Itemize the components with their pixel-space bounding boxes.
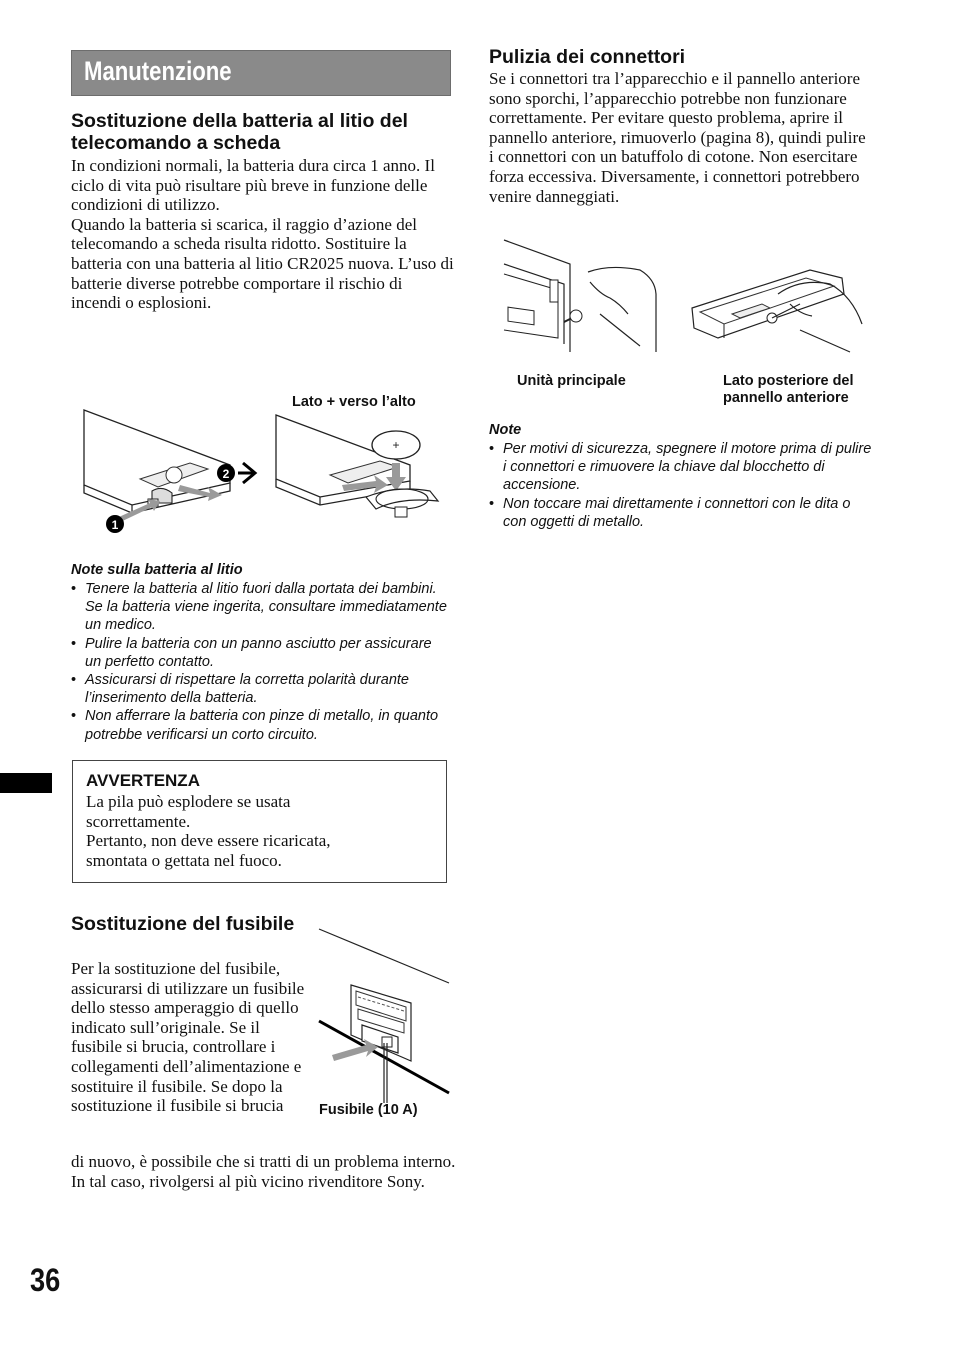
step-1-label: 1 (111, 518, 119, 532)
section-title: Manutenzione (84, 56, 232, 86)
fuse-paragraph-narrow: Per la sostituzione del fusibile, assicurarsi di utilizzare un fusibile dello stesso amperaggio di quello indicato sull’originale. Se il fusibile si brucia, controllare i collegamenti dell’alimentazione e sostituire il fusibile. Se dopo la sostituzione il fusibile si brucia (71, 959, 305, 1116)
battery-heading: Sostituzione della batteria al litio del telecomando a scheda (71, 110, 408, 154)
connectors-note-item: • Per motivi di sicurezza, spegnere il motore prima di pulire i connettori e rimuovere la chiave dal blocchetto di accensione. (489, 440, 874, 495)
warning-box (72, 760, 447, 883)
battery-note-item: • Assicurarsi di rispettare la corretta polarità durante l’inserimento della batteria. (71, 671, 451, 707)
side-tab-marker (0, 773, 52, 793)
step-2-label: 2 (222, 467, 230, 481)
svg-text:+: + (392, 438, 400, 452)
connectors-notes-list (489, 440, 874, 531)
battery-notes-title: Note sulla batteria al litio (71, 562, 243, 578)
page-number: 36 (30, 1262, 61, 1298)
battery-note-item: • Non afferrare la batteria con pinze di metallo, in quanto potrebbe verificarsi un corto circuito. (71, 707, 451, 743)
fuse-illustration (316, 925, 456, 1100)
battery-note-item: • Tenere la batteria al litio fuori dalla portata dei bambini. Se la batteria viene ingerita, consultare immediatamente un medico. (71, 580, 451, 635)
battery-figure-label: Lato + verso l’alto (292, 394, 416, 410)
warning-title: AVVERTENZA (86, 771, 200, 790)
warning-line-2: Pertanto, non deve essere ricaricata, smontata o gettata nel fuoco. (86, 831, 331, 870)
battery-paragraph-2: Quando la batteria si scarica, il raggio d’azione del telecomando a scheda risulta ridotto. Sostituire la batteria con una batteria al litio CR2025 nuova. L’uso di batterie diverse potrebbe comportare il rischio di incendi o esplosioni. (71, 214, 454, 313)
warning-text (86, 792, 386, 870)
fuse-heading: Sostituzione del fusibile (71, 913, 295, 935)
battery-paragraph-1: In condizioni normali, la batteria dura circa 1 anno. Il ciclo di vita può risultare più breve in funzione delle condizioni di utilizzo. (71, 156, 435, 215)
warning-line-1: La pila può esplodere se usata scorrettamente. (86, 792, 291, 831)
battery-illustration (80, 405, 450, 545)
connectors-notes-title: Note (489, 422, 522, 438)
connectors-paragraph: Se i connettori tra l’apparecchio e il pannello anteriore sono sporchi, l’apparecchio potrebbe non funzionare correttamente. Per evitare questo problema, aprire il pannello anteriore, rimuoverlo (pagina 8), quindi pulire i connettori con un batuffolo di cotone. Non esercitare forza eccessiva. Diversamente, i connettori potrebbero venire danneggiati. (489, 69, 866, 206)
connectors-caption-right: Lato posteriore del pannello anteriore (723, 373, 854, 406)
battery-note-item: • Pulire la batteria con un panno asciutto per assicurare un perfetto contatto. (71, 635, 451, 671)
connectors-illustration (500, 234, 870, 359)
battery-notes-list (71, 580, 451, 744)
connectors-heading: Pulizia dei connettori (489, 46, 686, 68)
battery-text (71, 156, 456, 313)
connectors-note-item: • Non toccare mai direttamente i connettori con le dita o con oggetti di metallo. (489, 495, 874, 531)
connectors-caption-left: Unità principale (517, 373, 626, 389)
fuse-figure-label: Fusibile (10 A) (319, 1102, 418, 1118)
fuse-paragraph-wide: di nuovo, è possibile che si tratti di un problema interno. In tal caso, rivolgersi al più vicino rivenditore Sony. (71, 1152, 456, 1191)
section-title-bar (71, 50, 451, 96)
